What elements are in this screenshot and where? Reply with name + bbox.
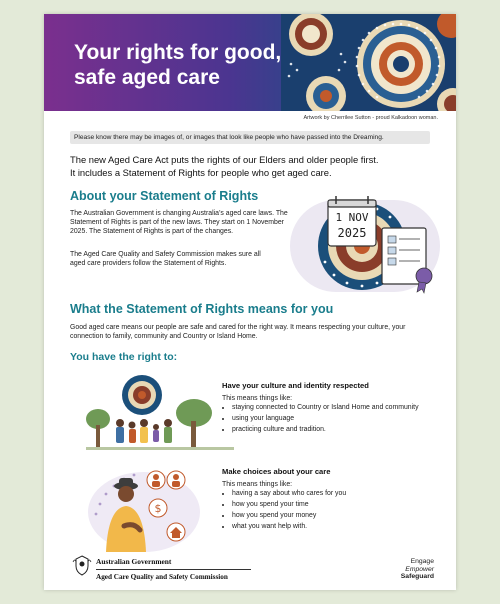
banner xyxy=(44,14,456,111)
right-card-culture xyxy=(222,381,422,437)
community-culture-illustration xyxy=(84,367,234,457)
section-heading-means: What the Statement of Rights means for you xyxy=(70,302,334,316)
title-line-2: safe aged care xyxy=(74,66,220,89)
calendar-icon xyxy=(328,196,376,246)
right-title-choices: Make choices about your care xyxy=(222,467,331,476)
svg-text:$: $ xyxy=(154,502,162,515)
list-item: • having a say about who cares for you xyxy=(232,490,422,499)
right-intro-culture: This means things like: xyxy=(222,395,293,402)
list-item: • what you want help with. xyxy=(232,523,422,532)
family-group-icon xyxy=(116,419,172,443)
right-intro-choices: This means things like: xyxy=(222,481,293,488)
fact-sheet-page xyxy=(44,14,456,590)
list-item: • staying connected to Country or Island Home and community xyxy=(232,404,422,413)
section-heading-about: About your Statement of Rights xyxy=(70,189,259,203)
slogan-empower: Empower xyxy=(405,565,434,573)
about-paragraph-2: The Aged Care Quality and Safety Commission makes sure all aged care providers follow the Statement of Rights. xyxy=(70,251,261,267)
title-line-1: Your rights for good, xyxy=(74,41,282,64)
commission-name: Aged Care Quality and Safety Commission xyxy=(96,573,228,581)
calendar-year-text: 2025 xyxy=(337,226,367,240)
slogan-engage: Engage xyxy=(410,558,434,565)
right-points-choices xyxy=(222,490,422,532)
cultural-notice: Please know there may be images of, or images that look like people who have passed into the Dreaming. xyxy=(70,131,430,144)
list-item: • how you spend your money xyxy=(232,512,422,521)
list-item: • using your language xyxy=(232,415,422,424)
rights-heading: You have the right to: xyxy=(70,351,178,363)
list-item: • practicing culture and tradition. xyxy=(232,426,422,435)
list-item: • how you spend your time xyxy=(232,501,422,510)
intro-text xyxy=(70,154,430,179)
calendar-certificate-illustration xyxy=(282,190,444,300)
right-title-culture: Have your culture and identity respected xyxy=(222,381,369,390)
artwork-credit: Artwork by Cherrilee Sutton - proud Kalkadoon woman. xyxy=(303,115,438,121)
intro-line-1: The new Aged Care Act puts the rights of our Elders and older people first. xyxy=(70,154,379,165)
means-paragraph: Good aged care means our people are safe and cared for the right way. It means respecting your culture, your connection to family, community and Country or Island Home. xyxy=(70,324,406,340)
about-paragraph-1: The Australian Government is changing Australia’s aged care laws. The Statement of Rights is part of the new laws. They start on 1 November 2025. The Statement of Rights is part of the changes. xyxy=(70,210,288,235)
slogan xyxy=(401,558,434,581)
home-help-icon xyxy=(167,523,185,541)
calendar-date-text: 1 NOV xyxy=(335,211,369,224)
government-name: Australian Government xyxy=(96,557,251,570)
slogan-safeguard: Safeguard xyxy=(400,573,434,581)
coat-of-arms-icon xyxy=(72,554,92,576)
page-title xyxy=(74,40,334,90)
money-icon xyxy=(149,499,167,517)
right-card-choices xyxy=(222,467,422,534)
intro-line-2: It includes a Statement of Rights for people who get aged care. xyxy=(70,166,332,178)
right-points-culture xyxy=(222,404,422,435)
government-logo-text xyxy=(96,557,251,581)
care-choices-illustration xyxy=(84,464,234,554)
certificate-icon xyxy=(382,228,432,293)
